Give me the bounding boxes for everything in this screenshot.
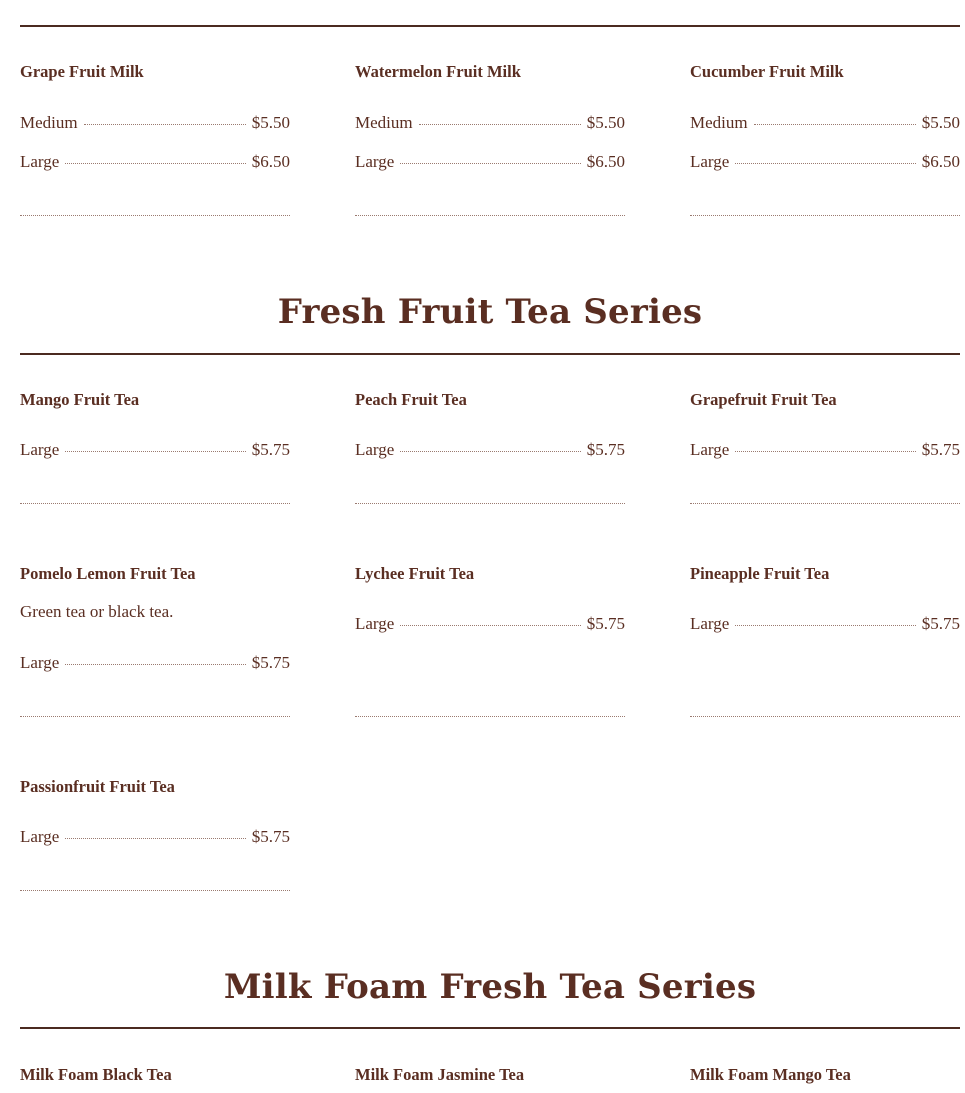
item-separator xyxy=(20,716,290,717)
dot-leader xyxy=(400,163,580,164)
size-label: Large xyxy=(20,440,60,459)
dot-leader xyxy=(400,625,580,626)
price-value: $5.75 xyxy=(251,440,290,459)
price-row-medium xyxy=(690,113,960,133)
menu-item-watermelon-fruit-milk[interactable] xyxy=(355,62,625,172)
menu-item-grapefruit-fruit-tea[interactable] xyxy=(690,390,960,460)
section-divider xyxy=(20,25,960,27)
section-divider xyxy=(20,353,960,355)
dot-leader xyxy=(65,664,245,665)
menu-item-grape-fruit-milk[interactable] xyxy=(20,62,290,172)
item-name: Grape Fruit Milk xyxy=(20,62,144,81)
price-row-large xyxy=(20,152,290,172)
menu-item-milk-foam-jasmine-tea[interactable] xyxy=(355,1065,625,1085)
menu-item-peach-fruit-tea[interactable] xyxy=(355,390,625,460)
item-name: Passionfruit Fruit Tea xyxy=(20,777,175,796)
dot-leader xyxy=(735,163,915,164)
price-value: $5.50 xyxy=(586,113,625,132)
menu-item-milk-foam-mango-tea[interactable] xyxy=(690,1065,960,1085)
item-separator xyxy=(690,716,960,717)
dot-leader xyxy=(400,451,580,452)
item-name: Cucumber Fruit Milk xyxy=(690,62,844,81)
price-value: $5.50 xyxy=(251,113,290,132)
price-value: $6.50 xyxy=(251,152,290,171)
dot-leader xyxy=(65,838,245,839)
price-value: $5.75 xyxy=(251,653,290,672)
section-divider xyxy=(20,1027,960,1029)
menu-item-passionfruit-fruit-tea[interactable] xyxy=(20,777,290,847)
menu-item-mango-fruit-tea[interactable] xyxy=(20,390,290,460)
price-row-medium xyxy=(20,113,290,133)
item-separator xyxy=(690,215,960,216)
price-value: $5.75 xyxy=(586,614,625,633)
item-name: Milk Foam Black Tea xyxy=(20,1065,172,1084)
dot-leader xyxy=(419,124,581,125)
dot-leader xyxy=(65,451,245,452)
item-description: Green tea or black tea. xyxy=(20,602,174,621)
size-label: Large xyxy=(20,152,60,171)
dot-leader xyxy=(754,124,916,125)
size-label: Large xyxy=(690,152,730,171)
item-separator xyxy=(355,716,625,717)
menu-item-lychee-fruit-tea[interactable] xyxy=(355,564,625,634)
menu-item-cucumber-fruit-milk[interactable] xyxy=(690,62,960,172)
price-row-large xyxy=(20,440,290,460)
item-name: Lychee Fruit Tea xyxy=(355,564,475,583)
price-row-large xyxy=(355,152,625,172)
menu-item-pineapple-fruit-tea[interactable] xyxy=(690,564,960,634)
menu-item-milk-foam-black-tea[interactable] xyxy=(20,1065,290,1085)
dot-leader xyxy=(84,124,246,125)
item-name: Peach Fruit Tea xyxy=(355,390,467,409)
section-title: Milk Foam Fresh Tea Series xyxy=(223,967,757,1007)
item-name: Mango Fruit Tea xyxy=(20,390,140,409)
item-separator xyxy=(20,503,290,504)
size-label: Large xyxy=(20,653,60,672)
item-name: Pomelo Lemon Fruit Tea xyxy=(20,564,196,583)
price-value: $5.50 xyxy=(921,113,960,132)
size-label: Large xyxy=(355,440,395,459)
price-row-large xyxy=(690,440,960,460)
size-label: Large xyxy=(690,440,730,459)
dot-leader xyxy=(65,163,245,164)
item-separator xyxy=(355,215,625,216)
price-value: $5.75 xyxy=(586,440,625,459)
price-row-medium xyxy=(355,113,625,133)
item-separator xyxy=(20,215,290,216)
price-value: $5.75 xyxy=(921,440,960,459)
size-label: Medium xyxy=(20,113,78,132)
price-value: $5.75 xyxy=(251,827,290,846)
size-label: Medium xyxy=(690,113,748,132)
item-name: Watermelon Fruit Milk xyxy=(355,62,521,81)
menu-item-pomelo-lemon-fruit-tea[interactable] xyxy=(20,564,290,673)
price-row-large xyxy=(690,152,960,172)
item-separator xyxy=(355,503,625,504)
size-label: Large xyxy=(355,614,395,633)
price-row-large xyxy=(20,827,290,847)
item-name: Grapefruit Fruit Tea xyxy=(690,390,837,409)
item-name: Pineapple Fruit Tea xyxy=(690,564,830,583)
price-value: $6.50 xyxy=(586,152,625,171)
size-label: Medium xyxy=(355,113,413,132)
dot-leader xyxy=(735,451,915,452)
section-title: Fresh Fruit Tea Series xyxy=(277,292,703,332)
item-separator xyxy=(20,890,290,891)
size-label: Large xyxy=(20,827,60,846)
price-value: $5.75 xyxy=(921,614,960,633)
price-row-large xyxy=(355,440,625,460)
item-name: Milk Foam Jasmine Tea xyxy=(355,1065,525,1084)
size-label: Large xyxy=(690,614,730,633)
size-label: Large xyxy=(355,152,395,171)
item-separator xyxy=(690,503,960,504)
price-value: $6.50 xyxy=(921,152,960,171)
dot-leader xyxy=(735,625,915,626)
price-row-large xyxy=(690,614,960,634)
price-row-large xyxy=(355,614,625,634)
price-row-large xyxy=(20,653,290,673)
item-name: Milk Foam Mango Tea xyxy=(690,1065,851,1084)
